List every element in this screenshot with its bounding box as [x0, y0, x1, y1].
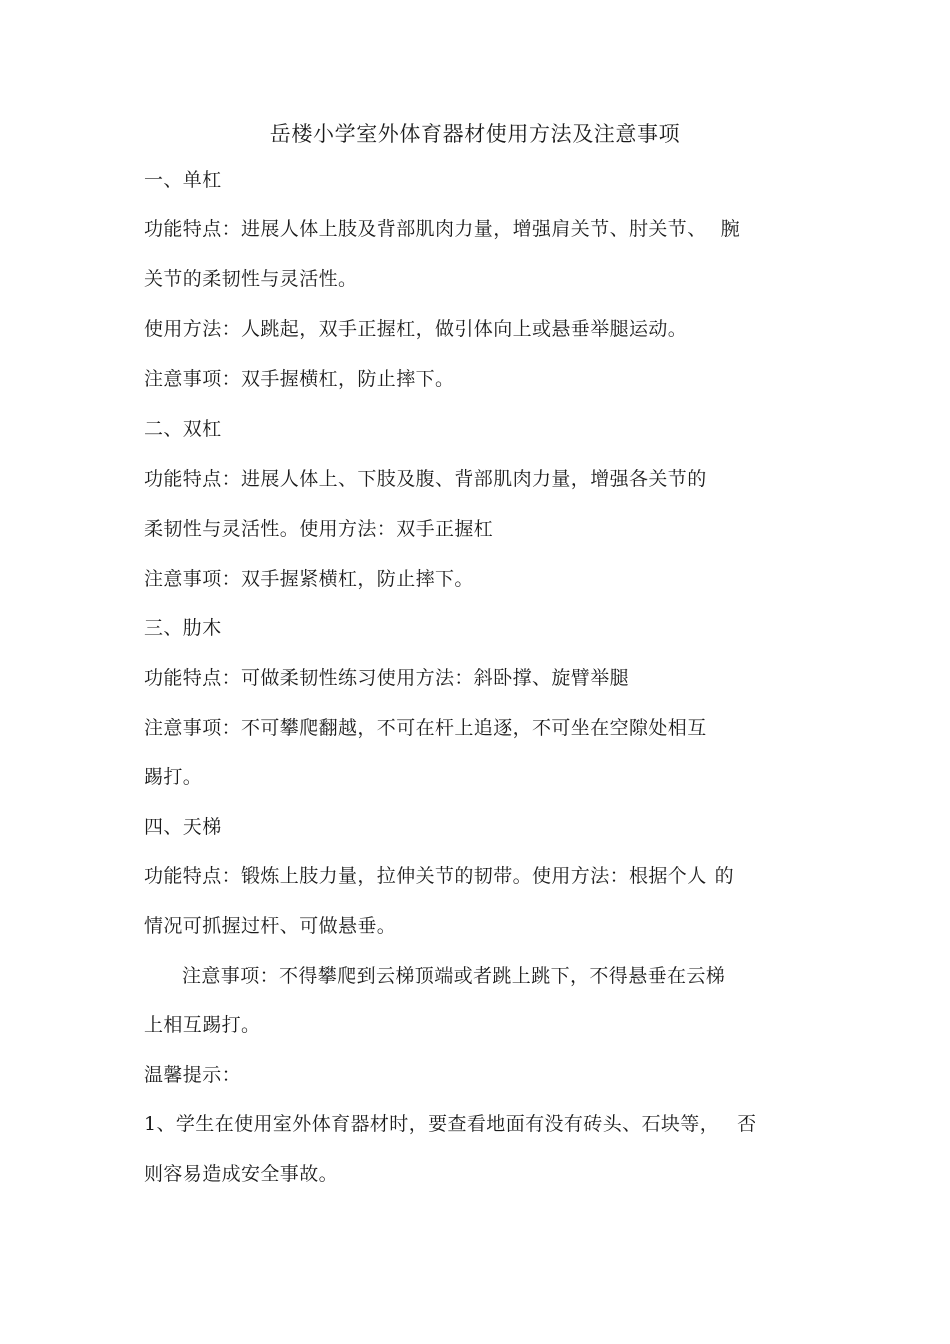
section-feature-line — [144, 215, 740, 243]
feature-text: 功能特点：锻炼上肢力量，拉伸关节的韧带。使用方法：根据个人 — [144, 865, 707, 887]
section-notice-line: 注意事项：双手握紧横杠，防止摔下。 — [144, 568, 474, 590]
section-feature-line: 功能特点：进展人体上、下肢及腹、背部肌肉力量，增强各关节的 — [144, 468, 707, 490]
tips-item-text-tail: 否 — [737, 1113, 757, 1135]
page-title: 岳楼小学室外体育器材使用方法及注意事项 — [269, 122, 681, 146]
feature-text-tail: 的 — [714, 865, 735, 887]
tips-item-line: 则容易造成安全事故。 — [144, 1163, 339, 1185]
section-heading-single-bar: 一、单杠 — [144, 169, 222, 191]
tips-item-text: 1、学生在使用室外体育器材时，要查看地面有没有砖头、石块等， — [144, 1113, 720, 1135]
section-usage-line: 使用方法：人跳起，双手正握杠，做引体向上或悬垂举腿运动。 — [144, 318, 688, 340]
section-notice-line: 踢打。 — [144, 766, 203, 788]
section-heading-ladder: 四、天梯 — [144, 816, 222, 838]
feature-text-tail: 腕 — [720, 218, 741, 240]
feature-text: 功能特点：进展人体上肢及背部肌肉力量，增强肩关节、肘关节、 — [144, 218, 707, 240]
section-heading-wall-bars: 三、肋木 — [144, 617, 222, 639]
section-notice-line: 上相互踢打。 — [144, 1014, 261, 1036]
section-notice-line: 注意事项：不可攀爬翻越，不可在杆上追逐，不可坐在空隙处相互 — [144, 717, 707, 739]
section-feature-line — [144, 862, 734, 890]
section-feature-line: 关节的柔韧性与灵活性。 — [144, 268, 358, 290]
tips-item-line — [144, 1110, 757, 1138]
section-feature-line: 功能特点：可做柔韧性练习使用方法：斜卧撑、旋臂举腿 — [144, 667, 630, 689]
section-notice-line: 注意事项：双手握横杠，防止摔下。 — [144, 368, 455, 390]
section-feature-line: 情况可抓握过杆、可做悬垂。 — [144, 915, 397, 937]
section-feature-line: 柔韧性与灵活性。使用方法：双手正握杠 — [144, 518, 494, 540]
tips-heading: 温馨提示： — [144, 1064, 242, 1086]
section-notice-line: 注意事项：不得攀爬到云梯顶端或者跳上跳下，不得悬垂在云梯 — [182, 965, 726, 987]
section-heading-parallel-bars: 二、双杠 — [144, 418, 222, 440]
